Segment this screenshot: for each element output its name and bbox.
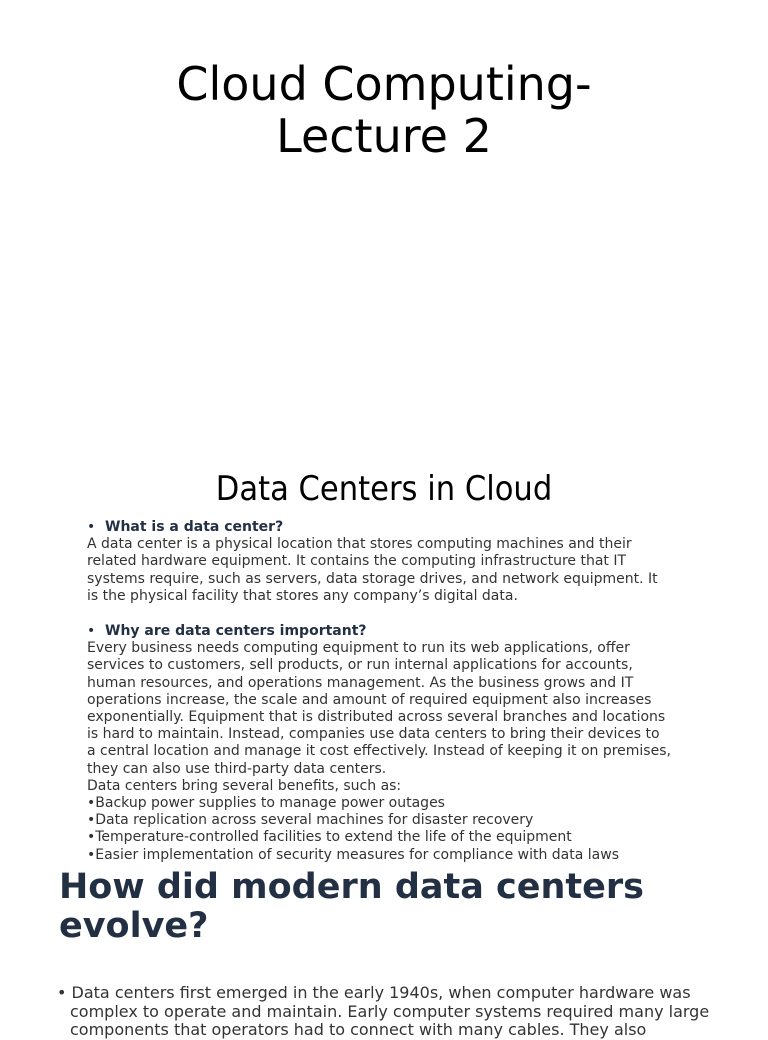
answer-2-line: is hard to maintain. Instead, companies use data centers to bring their devices to <box>87 726 660 743</box>
bullet-icon: • <box>87 623 96 639</box>
answer-1-line: related hardware equipment. It contains the computing infrastructure that IT <box>87 553 627 570</box>
answer-2-line: Data centers bring several benefits, such as: <box>87 777 402 794</box>
benefit-item: •Temperature-controlled facilities to extend the life of the equipment <box>87 829 572 846</box>
evolution-line-1-text: Data centers first emerged in the early 1940s, when computer hardware was <box>71 983 691 1002</box>
answer-2-line: operations increase, the scale and amount of required equipment also increases <box>87 691 652 708</box>
slide-3-heading-line-1: How did modern data centers <box>59 867 644 907</box>
answer-2-line: exponentially. Equipment that is distributed across several branches and locations <box>87 709 666 726</box>
slide-1-title <box>0 58 768 162</box>
answer-1-line: A data center is a physical location that stores computing machines and their <box>87 536 632 553</box>
answer-1 <box>87 536 707 605</box>
answer-2-line: services to customers, sell products, or run internal applications for accounts, <box>87 657 633 674</box>
benefit-item: •Backup power supplies to manage power outages <box>87 795 445 812</box>
slide-2-title: Data Centers in Cloud <box>215 469 553 509</box>
slide-1-title-line-2: Lecture 2 <box>276 109 492 163</box>
answer-2-line: Every business needs computing equipment to run its web applications, offer <box>87 640 630 657</box>
answer-2-line: human resources, and operations management. As the business grows and IT <box>87 674 634 691</box>
question-2-block <box>87 623 707 864</box>
slide-3-heading <box>59 868 739 946</box>
evolution-line-1 <box>57 984 747 1003</box>
answer-1-line: is the physical facility that stores any company’s digital data. <box>87 587 518 604</box>
question-1-block <box>87 519 707 605</box>
bullet-icon: • <box>57 983 67 1002</box>
answer-2 <box>87 640 707 864</box>
evolution-line-3: components that operators had to connect with many cables. They also <box>70 1020 647 1039</box>
benefit-item: •Easier implementation of security measures for compliance with data laws <box>87 846 619 863</box>
answer-1-line: systems require, such as servers, data storage drives, and network equipment. It <box>87 570 658 587</box>
evolution-line-2: complex to operate and maintain. Early computer systems required many large <box>70 1001 710 1021</box>
answer-2-line: they can also use third-party data centers. <box>87 760 387 777</box>
bullet-icon: • <box>87 519 96 535</box>
question-2 <box>87 623 707 640</box>
question-1-text: What is a data center? <box>105 519 284 535</box>
slide-3-heading-line-2: evolve? <box>59 906 209 946</box>
question-1 <box>87 519 707 536</box>
question-2-text: Why are data centers important? <box>105 623 367 639</box>
benefit-item: •Data replication across several machines for disaster recovery <box>87 812 534 829</box>
slide-1-title-line-1: Cloud Computing- <box>176 57 592 111</box>
evolution-paragraph <box>57 984 747 1040</box>
answer-2-line: a central location and manage it cost effectively. Instead of keeping it on premises, <box>87 743 671 760</box>
